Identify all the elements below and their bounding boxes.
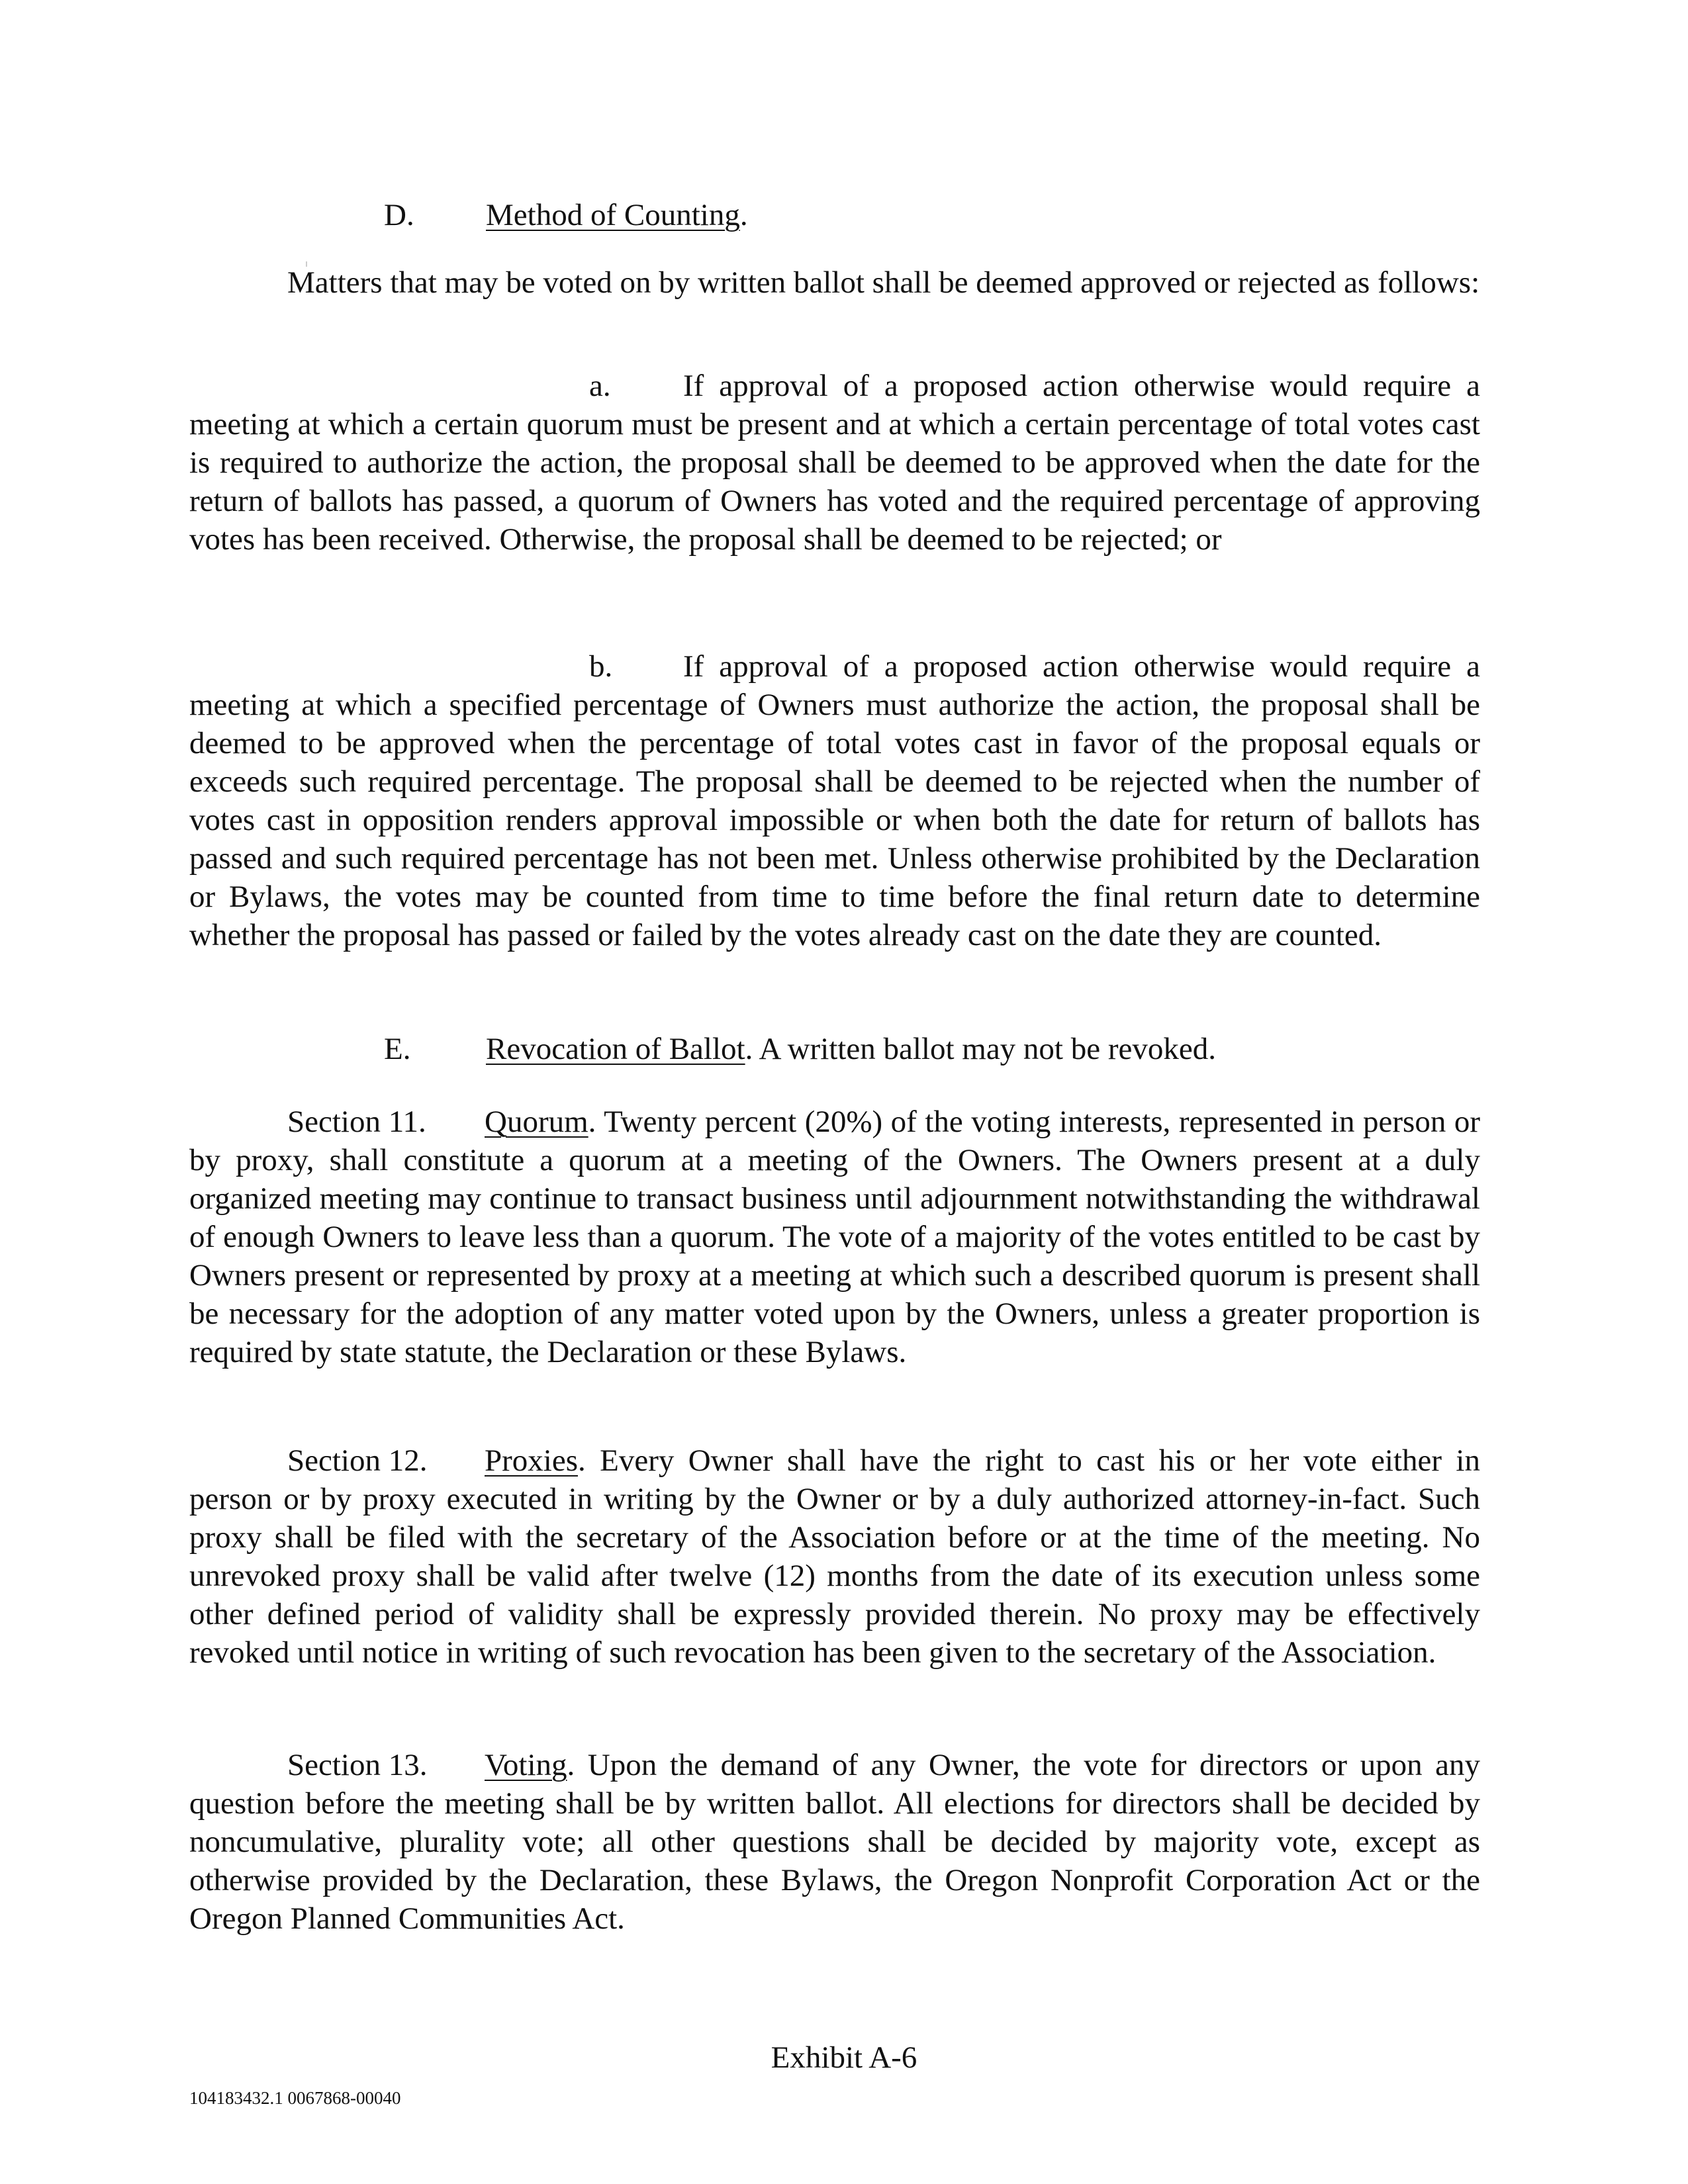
section-12-text: . Every Owner shall have the right to cast his or her vote either in person or by proxy executed in writing by the Owner or by a duly authorized attorney-in-fact. Such proxy shall be filed with the secretary of the Association before or at the time of the meeting. No unrevoked proxy shall be valid after twelve (12) months from the date of its execution unless some other defined period of validity shall be expressly provided therein. No proxy may be effectively revoked until notice in writing of such revocation has been given to the secretary of the Association. bbox=[189, 1443, 1480, 1670]
heading-revocation-of-ballot bbox=[384, 1030, 1216, 1068]
footer-exhibit-label: Exhibit A-6 bbox=[771, 2040, 917, 2075]
heading-method-of-counting bbox=[384, 196, 748, 234]
section-13-text: . Upon the demand of any Owner, the vote for directors or upon any question before the meeting shall be by written ballot. All elections for directors shall be decided by noncumulative, plurality vote; all other questions shall be decided by majority vote, except as otherwise provided by the Declaration, these Bylaws, the Oregon Nonprofit Corporation Act or the Oregon Planned Communities Act. bbox=[189, 1748, 1480, 1936]
section-11-text: . Twenty percent (20%) of the voting interests, represented in person or by proxy, shall constitute a quorum at a meeting of the Owners. The Owners present at a duly organized meeting may continue to transact business until adjournment notwithstanding the withdrawal of enough Owners to leave less than a quorum. The vote of a majority of the votes entitled to be cast by Owners present or represented by proxy at a meeting at which such a described quorum is present shall be necessary for the adoption of any matter voted upon by the Owners, unless a greater proportion is required by state statute, the Declaration or these Bylaws. bbox=[189, 1105, 1480, 1369]
section-13-paragraph bbox=[189, 1746, 1480, 1938]
item-b-label: b. bbox=[589, 649, 613, 684]
section-11-label: Section 11. bbox=[287, 1105, 426, 1139]
footer-document-id: 104183432.1 0067868-00040 bbox=[189, 2088, 401, 2108]
heading-letter-d: D. bbox=[384, 198, 414, 232]
heading-title-revocation-of-ballot: Revocation of Ballot bbox=[486, 1032, 745, 1066]
item-b-paragraph bbox=[189, 647, 1480, 954]
section-11-title: Quorum bbox=[485, 1105, 588, 1139]
section-13-label: Section 13. bbox=[287, 1748, 428, 1782]
item-b-text: If approval of a proposed action otherwise would require a meeting at which a specified percentage of Owners must authorize the action, the proposal shall be deemed to be approved when the percentage of total votes cast in favor of the proposal equals or exceeds such required percentage. The proposal shall be deemed to be rejected when the number of votes cast in opposition renders approval impossible or when both the date for return of ballots has passed and such required percentage has not been met. Unless otherwise prohibited by the Declaration or Bylaws, the votes may be counted from time to time before the final return date to determine whether the proposal has passed or failed by the votes already cast on the date they are counted. bbox=[189, 649, 1480, 952]
heading-title-punctuation: . bbox=[739, 198, 748, 232]
section-12-label: Section 12. bbox=[287, 1443, 428, 1478]
item-a-text: If approval of a proposed action otherwise would require a meeting at which a certain quorum must be present and at which a certain percentage of total votes cast is required to authorize the action, the proposal shall be deemed to be approved when the date for the return of ballots has passed, a quorum of Owners has voted and the required percentage of approving votes has been received. Otherwise, the proposal shall be deemed to be rejected; or bbox=[189, 369, 1480, 557]
section-13-title: Voting bbox=[485, 1748, 567, 1782]
section-11-paragraph bbox=[189, 1103, 1480, 1371]
intro-text: Matters that may be voted on by written ballot shall be deemed approved or rejected as follows: bbox=[287, 265, 1480, 300]
item-a-label: a. bbox=[589, 369, 611, 403]
section-12-title: Proxies bbox=[485, 1443, 578, 1478]
revocation-text: . A written ballot may not be revoked. bbox=[745, 1032, 1216, 1066]
heading-letter-e: E. bbox=[384, 1032, 411, 1066]
item-a-paragraph bbox=[189, 367, 1480, 559]
intro-paragraph bbox=[189, 263, 1480, 302]
heading-title-method-of-counting: Method of Counting bbox=[486, 198, 740, 232]
section-12-paragraph bbox=[189, 1441, 1480, 1672]
